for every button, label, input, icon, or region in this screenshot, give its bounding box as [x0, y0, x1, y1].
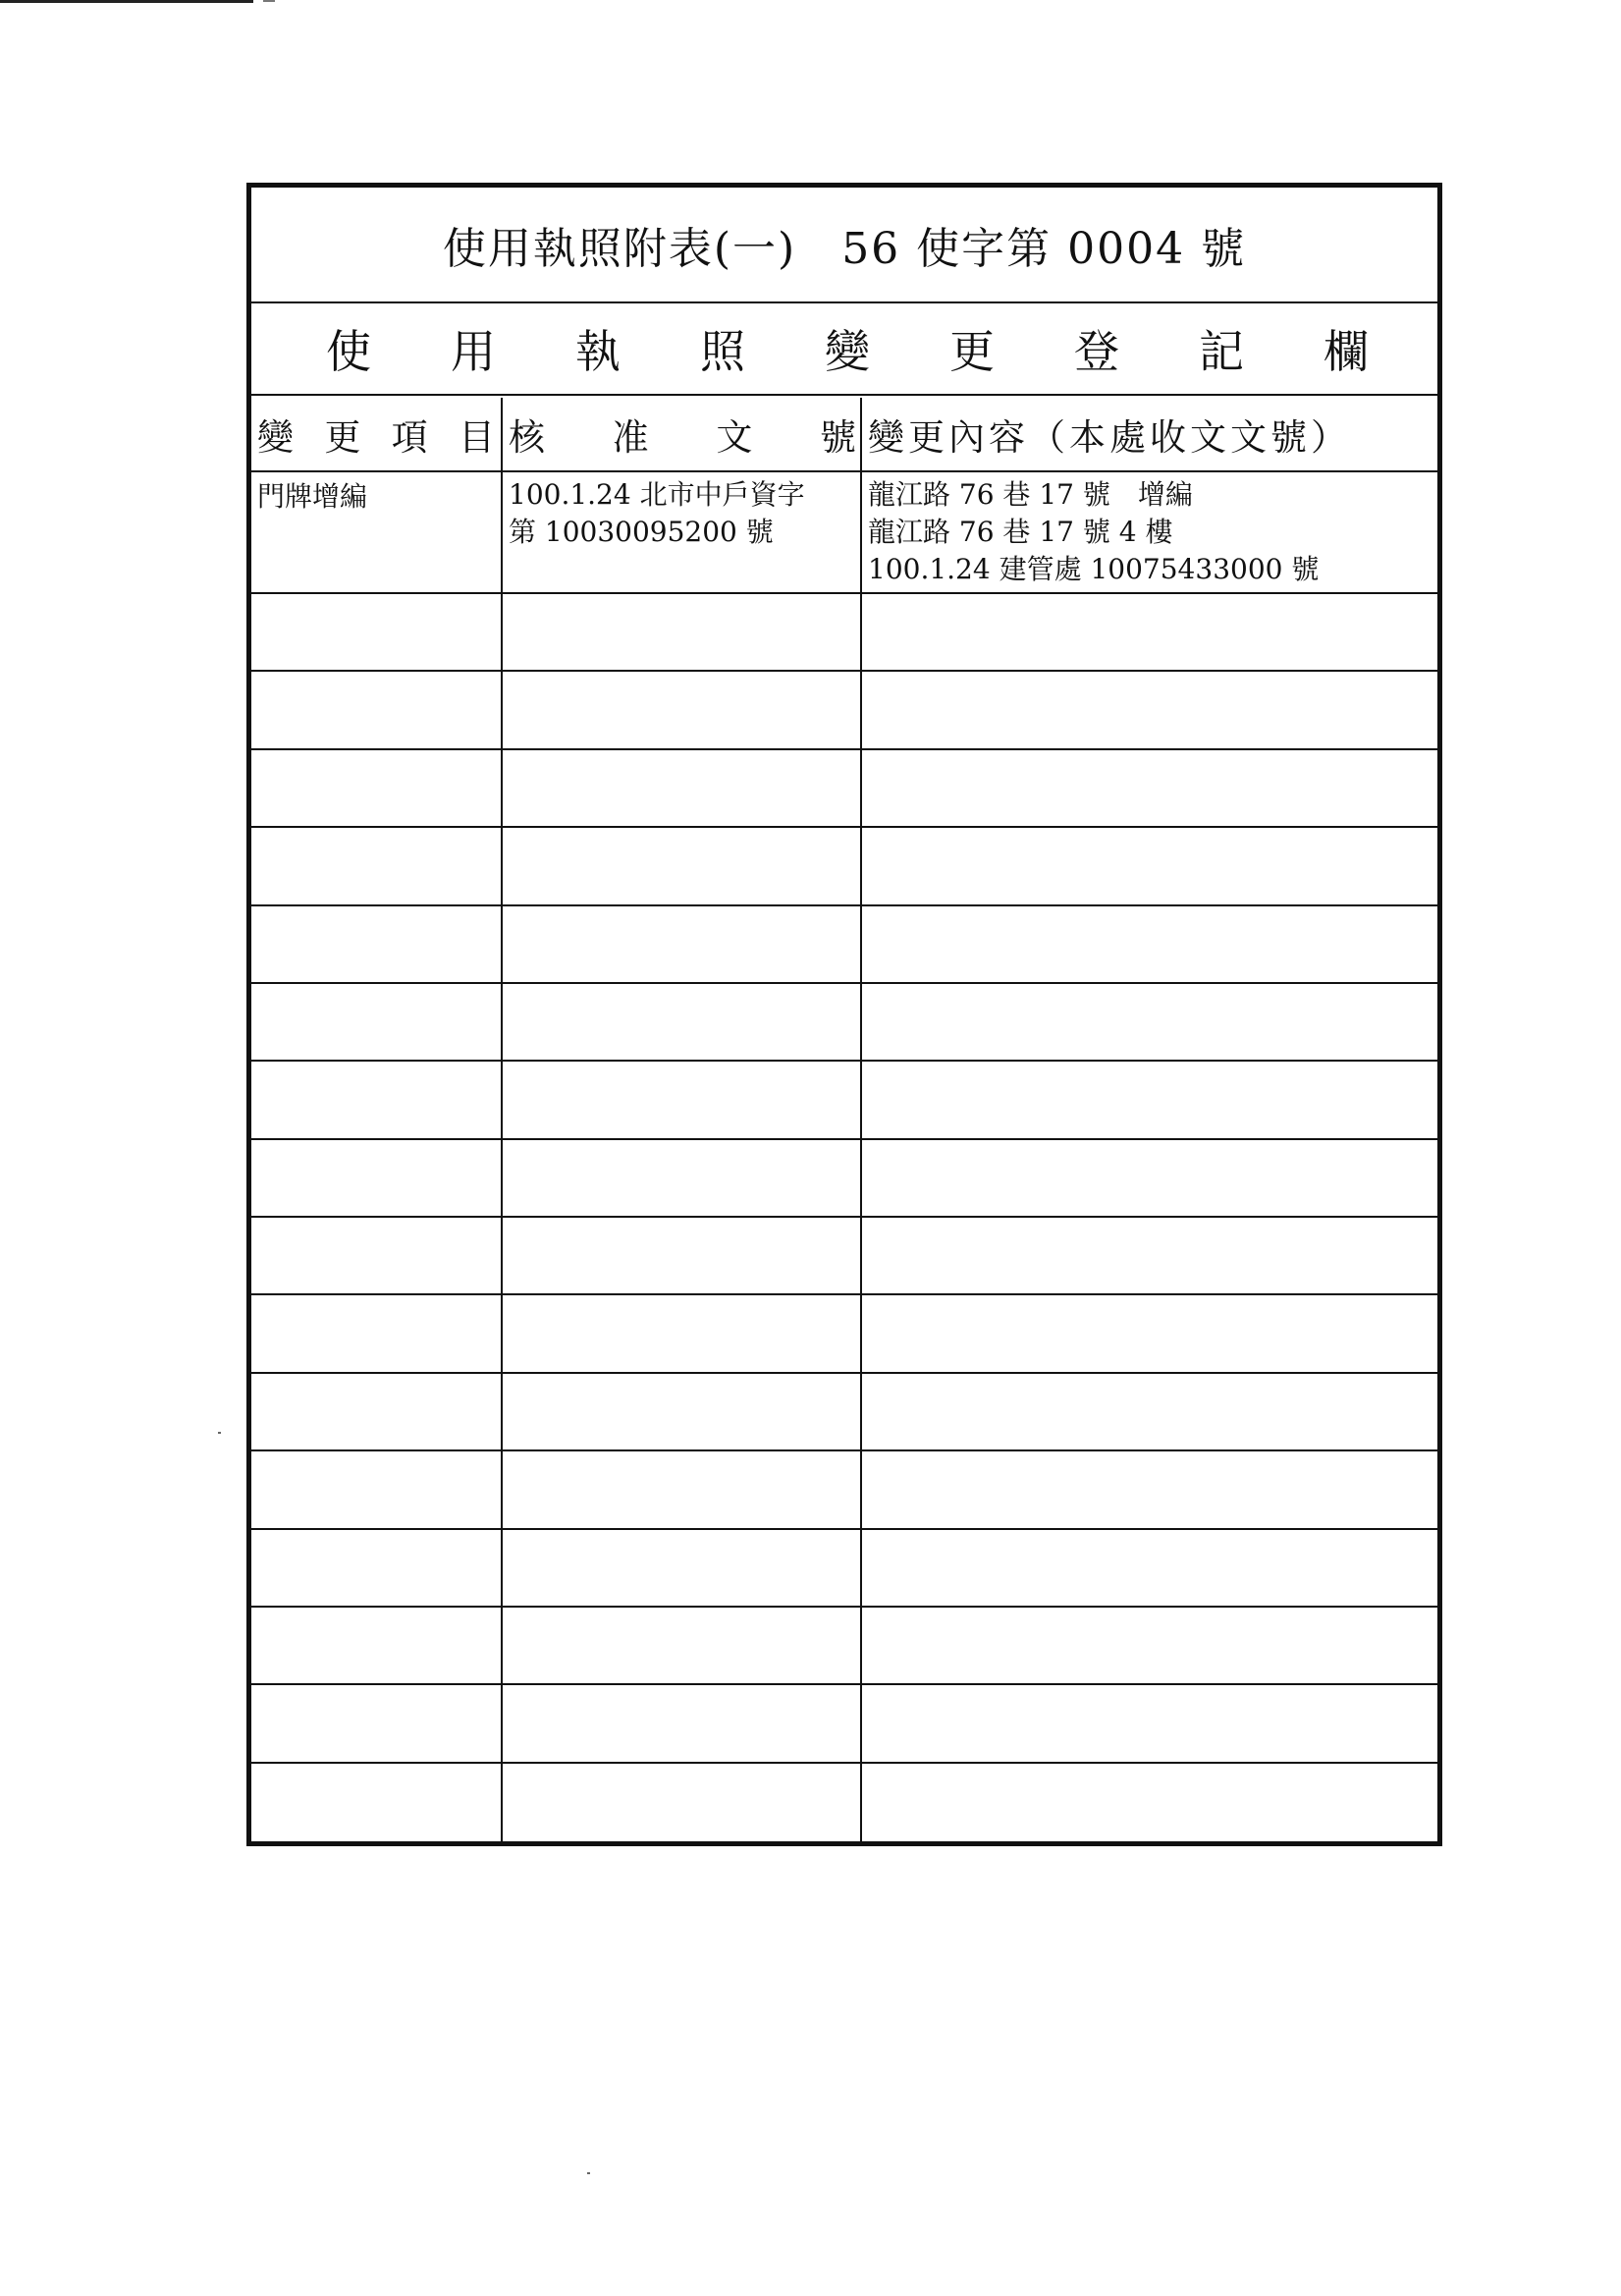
header-approval-doc [503, 398, 862, 470]
usage-permit-change-table [246, 183, 1442, 1846]
scan-speck [587, 2172, 590, 2174]
banner-char: 使 [326, 325, 371, 378]
cell-change-item [251, 1685, 501, 1761]
cell-approval-doc [503, 594, 860, 670]
cell-approval-doc [503, 1685, 860, 1761]
cell-change-item [251, 1295, 501, 1371]
cell-change-item [251, 1140, 501, 1216]
cell-approval-doc [503, 1530, 860, 1606]
approval-doc-line: 第 10030095200 號 [509, 516, 774, 548]
cell-change-content [862, 472, 1437, 592]
table-row [251, 1685, 1437, 1763]
cell-change-content [862, 750, 1437, 826]
header-char: 號 [819, 416, 856, 459]
banner-char: 欄 [1324, 325, 1369, 378]
cell-change-item [251, 1608, 501, 1683]
cell-change-content [862, 1530, 1437, 1606]
header-char: 核 [509, 416, 545, 459]
cell-approval-doc [503, 984, 860, 1060]
cell-change-content [862, 1062, 1437, 1137]
table-row [251, 1062, 1437, 1139]
cell-change-item [251, 1530, 501, 1606]
cell-approval-doc [503, 672, 860, 747]
cell-change-item [251, 1764, 501, 1841]
table-row [251, 1218, 1437, 1295]
cell-approval-doc [503, 1451, 860, 1527]
banner-char: 記 [1199, 325, 1244, 378]
table-row [251, 1451, 1437, 1529]
cell-change-content [862, 1374, 1437, 1449]
table-row [251, 672, 1437, 749]
scan-speck [218, 1432, 221, 1434]
table-row [251, 828, 1437, 905]
banner-char: 變 [825, 325, 870, 378]
table-row [251, 472, 1437, 594]
cell-change-content [862, 672, 1437, 747]
cell-change-item [251, 984, 501, 1060]
cell-change-item [251, 906, 501, 982]
cell-approval-doc [503, 1374, 860, 1449]
cell-change-content [862, 594, 1437, 670]
cell-approval-doc [503, 1608, 860, 1683]
header-change-content: 變更內容（本處收文文號） [868, 416, 1351, 459]
cell-change-content [862, 1608, 1437, 1683]
scan-edge-mark [263, 0, 275, 2]
cell-change-item: 門牌增編 [257, 480, 368, 513]
banner-char: 登 [1074, 325, 1119, 378]
banner-char: 更 [949, 325, 995, 378]
banner-char: 照 [700, 325, 745, 378]
cell-change-content [862, 1685, 1437, 1761]
cell-approval-doc [503, 750, 860, 826]
change-content-line: 100.1.24 建管處 10075433000 號 [868, 553, 1320, 585]
table-row [251, 1530, 1437, 1608]
scan-edge-mark [0, 0, 253, 3]
header-char: 准 [612, 416, 649, 459]
table-row [251, 1295, 1437, 1373]
header-char: 變 [257, 416, 294, 459]
banner-char: 用 [451, 325, 496, 378]
change-content-line: 龍江路 76 巷 17 號 增編 [868, 478, 1193, 511]
table-row [251, 1608, 1437, 1685]
table-row [251, 750, 1437, 828]
cell-change-item [251, 750, 501, 826]
header-char: 項 [391, 416, 428, 459]
cell-change-item [251, 1062, 501, 1137]
table-row [251, 1140, 1437, 1218]
cell-change-item [251, 594, 501, 670]
column-header-row [251, 398, 1437, 472]
cell-change-item [251, 1218, 501, 1293]
cell-approval-doc [503, 906, 860, 982]
header-char: 文 [716, 416, 753, 459]
header-char: 更 [324, 416, 361, 459]
cell-approval-doc [503, 1140, 860, 1216]
cell-approval-doc [503, 1764, 860, 1841]
banner-char: 執 [575, 325, 621, 378]
form-title: 使用執照附表(一) 56 使字第 0004 號 [251, 188, 1437, 303]
cell-approval-doc [503, 1295, 860, 1371]
cell-change-item [251, 1374, 501, 1449]
cell-change-content [862, 1218, 1437, 1293]
cell-change-item [251, 672, 501, 747]
cell-change-item [251, 828, 501, 903]
table-row [251, 1764, 1437, 1841]
cell-change-content [862, 984, 1437, 1060]
header-char: 目 [458, 416, 495, 459]
cell-approval-doc [503, 1062, 860, 1137]
cell-change-content [862, 1295, 1437, 1371]
cell-change-content [862, 828, 1437, 903]
approval-doc-line: 100.1.24 北市中戶資字 [509, 478, 805, 511]
cell-change-content [862, 1764, 1437, 1841]
table-row [251, 906, 1437, 984]
cell-change-content [862, 1140, 1437, 1216]
cell-approval-doc [503, 472, 860, 592]
cell-change-content [862, 906, 1437, 982]
cell-approval-doc [503, 1218, 860, 1293]
cell-change-content [862, 1451, 1437, 1527]
table-row [251, 594, 1437, 672]
table-row [251, 984, 1437, 1062]
cell-change-item [251, 1451, 501, 1527]
table-row [251, 1374, 1437, 1451]
header-change-item [251, 398, 503, 470]
change-content-line: 龍江路 76 巷 17 號 4 樓 [868, 516, 1173, 548]
cell-approval-doc [503, 828, 860, 903]
section-banner [251, 303, 1437, 396]
